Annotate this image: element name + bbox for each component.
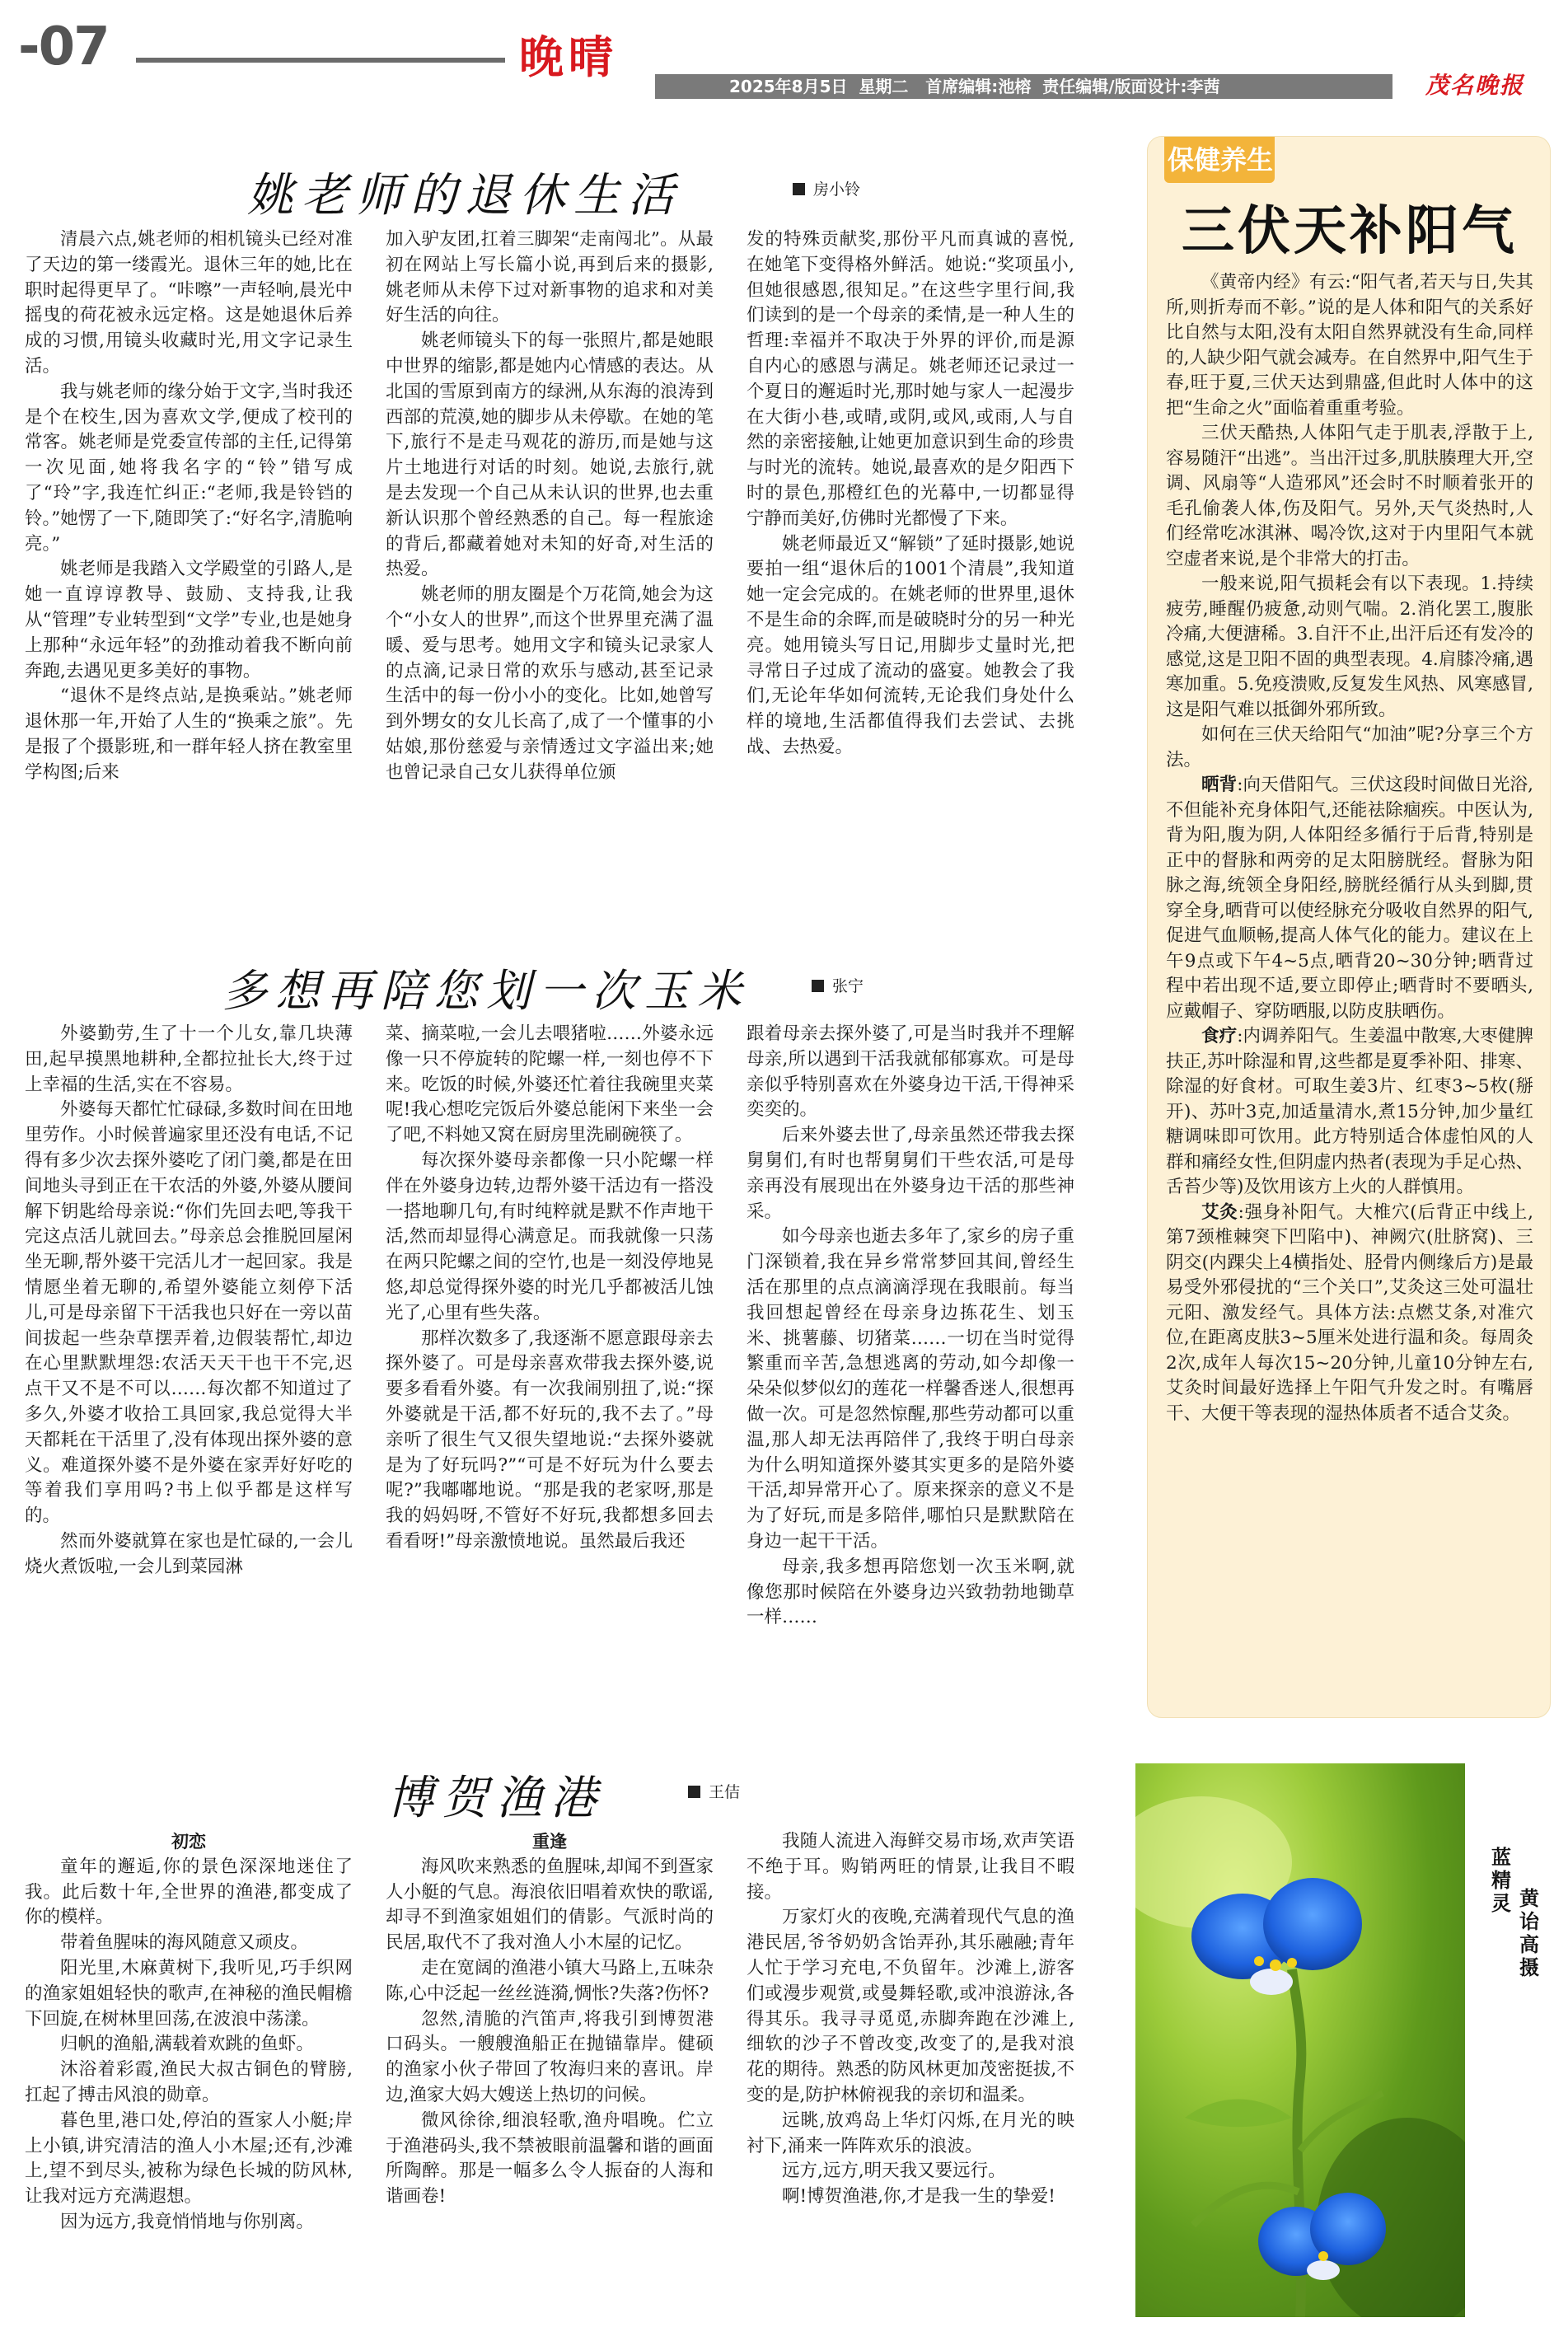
article2-author: 张宁 bbox=[832, 977, 864, 995]
paragraph: 发的特殊贡献奖,那份平凡而真诚的喜悦,在她笔下变得格外鲜活。她说:“奖项虽小,但她很感恩,很知足。”在这些字里行间,我们读到的是一个母亲的柔情,是一种人生的哲理:幸福并不取决于外界的评价,而是源自内心的感恩与满足。姚老师还记录过一个夏日的邂逅时光,那时她与家人一起漫步在大街小巷,或晴,或阴,或风,或雨,人与自然的亲密接触,让她更加意识到生命的珍贵与时光的流转。她说,最喜欢的是夕阳西下时的景色,那橙红色的光幕中,一切都显得宁静而美好,仿佛时光都慢了下来。 bbox=[747, 229, 1074, 529]
paragraph bbox=[1166, 1201, 1533, 1427]
keyword-diet: 食疗 bbox=[1201, 1026, 1238, 1046]
paragraph: 《黄帝内经》有云:“阳气者,若天与日,失其所,则折寿而不彰。”说的是人体和阳气的关系好比自然与太阳,没有太阳自然界就没有生命,同样的,人缺少阳气就会减寿。在自然界中,阳气生于春,旺于夏,三伏天达到鼎盛,但此时人体中的这把“生命之火”面临着重重考验。 bbox=[1166, 272, 1533, 419]
article2-col2 bbox=[386, 1022, 714, 1691]
article2-byline bbox=[812, 974, 864, 996]
paragraph: 沐浴着彩霞,渔民大叔古铜色的臂膀,扛起了搏击风浪的勋章。 bbox=[25, 2059, 353, 2105]
paragraph: 万家灯火的夜晚,充满着现代气息的渔港民居,爷爷奶奶含饴弄孙,其乐融融;青年人忙于学习充电,不负留年。沙滩上,游客们或漫步观赏,或曼舞轻歌,或冲浪游泳,各得其乐。我寻寻觅觅,赤脚奔跑在沙滩上,细软的沙子不曾改变,改变了的,是我对浪花的期待。熟悉的防风林更加茂密挺拔,不变的是,防护林俯视我的亲切和温柔。 bbox=[747, 1907, 1074, 2105]
paragraph: 因为远方,我竟悄悄地与你别离。 bbox=[60, 2211, 314, 2232]
article2-col1 bbox=[25, 1022, 353, 1691]
article3-byline bbox=[688, 1780, 740, 1802]
paragraph: 跟着母亲去探外婆了,可是当时我并不理解母亲,所以遇到干活我就郁郁寡欢。可是母亲似乎特别喜欢在外婆身边干活,干得神采奕奕的。 bbox=[747, 1023, 1074, 1121]
paragraph-text: :内调养阳气。生姜温中散寒,大枣健脾扶正,苏叶除湿和胃,这些都是夏季补阳、排寒、除湿的好食材。可取生姜3片、红枣3~5枚(掰开)、苏叶3克,加适量清水,煮15分钟,加少量红糖调味即可饮用。此方特别适合体虚怕风的人群和痛经女性,但阴虚内热者(表现为手足心热、舌苔少等)及饮用该方上火的人群慎用。 bbox=[1166, 1026, 1533, 1197]
paragraph: 那样次数多了,我逐渐不愿意跟母亲去探外婆了。可是母亲喜欢带我去探外婆,说要多看看外婆。有一次我闹别扭了,说:“探外婆就是干活,都不好玩的,我不去了。”母亲听了很生气又很失望地说:“去探外婆就是为了好玩吗?”“可是不好玩为什么要去呢?”我嘟嘟地说。“那是我的老家呀,那是我的妈妈呀,不管好不好玩,我都想多回去看看呀!”母亲激愤地说。虽然最后我还 bbox=[386, 1327, 714, 1552]
paragraph: 然而外婆就算在家也是忙碌的,一会儿烧火煮饭啦,一会儿到菜园淋 bbox=[25, 1530, 353, 1577]
paragraph: 后来外婆去世了,母亲虽然还带我去探舅舅们,有时也帮舅舅们干些农活,可是母亲再没有展现出在外婆身边干活的那些神采。 bbox=[747, 1125, 1074, 1222]
header-rule-left bbox=[136, 58, 505, 63]
article1-author: 房小铃 bbox=[813, 180, 861, 199]
photo-caption-author: 黄诒高 摄 bbox=[1519, 1887, 1539, 1979]
sidebar-body bbox=[1166, 270, 1533, 1708]
paragraph: 母亲,我多想再陪您划一次玉米啊,就像您那时候陪在外婆身边兴致勃勃地锄草一样…… bbox=[747, 1556, 1074, 1628]
paragraph: 姚老师最近又“解锁”了延时摄影,她说要拍一组“退休后的1001个清晨”,我知道她一定会完成的。在姚老师的世界里,退休不是生命的余晖,而是破晓时分的另一种光亮。她用镜头写日记,用脚步丈量时光,把寻常日子过成了流动的盛宴。她教会了我们,无论年华如何流转,无论我们身处什么样的境地,生活都值得我们去尝试、去挑战、去热爱。 bbox=[747, 533, 1074, 757]
paragraph bbox=[1166, 773, 1533, 1024]
paragraph: 每次探外婆母亲都像一只小陀螺一样伴在外婆身边转,边帮外婆干活边有一搭没一搭地聊几句,有时纯粹就是默不作声地干活,然而却显得心满意足。而我就像一只荡在两只陀螺之间的空竹,也是一刻没停地晃悠,却总觉得探外婆的时光几乎都被活儿蚀光了,心里有些失落。 bbox=[386, 1149, 714, 1323]
paragraph: 归帆的渔船,满载着欢跳的鱼虾。 bbox=[60, 2034, 314, 2055]
paragraph: 姚老师的朋友圈是个万花筒,她会为这个“小女人的世界”,而这个世界里充满了温暖、爱与思考。她用文字和镜头记录家人的点滴,记录日常的欢乐与感动,甚至记录生活中的每一份小小的变化。比如,她曾写到外甥女的女儿长高了,成了一个懂事的小姑娘,那份慈爱与亲情透过文字溢出来;她也曾记录自己女儿获得单位颁 bbox=[386, 584, 714, 783]
byline-square-icon bbox=[688, 1786, 700, 1798]
paragraph: 如今母亲也逝去多年了,家乡的房子重门深锁着,我在异乡常常梦回其间,曾经生活在那里的点点滴滴浮现在我眼前。每当我回想起曾经在母亲身边拣花生、划玉米、挑薯藤、切猪菜……一切在当时觉得繁重而辛苦,急想逃离的劳动,如今却像一朵朵似梦似幻的莲花一样馨香迷人,很想再做一次。可是忽然惊醒,那些劳动都可以重温,那人却无法再陪伴了,我终于明白母亲为什么明知道探外婆其实更多的是陪外婆干活,却异常开心了。原来探亲的意义不是为了好玩,而是多陪伴,哪怕只是默默陪在身边一起干干活。 bbox=[747, 1226, 1074, 1552]
byline-square-icon bbox=[793, 183, 805, 195]
paragraph: 啊!博贺渔港,你,才是我一生的挚爱! bbox=[782, 2186, 1055, 2208]
article1-col3 bbox=[747, 227, 1074, 889]
paragraph: 童年的邂逅,你的景色深深地迷住了我。此后数十年,全世界的渔港,都变成了你的模样。 bbox=[25, 1856, 353, 1928]
paragraph: 我随人流进入海鲜交易市场,欢声笑语不绝于耳。购销两旺的情景,让我目不暇接。 bbox=[747, 1831, 1074, 1903]
photo-caption-title: 蓝精灵 bbox=[1491, 1846, 1511, 1915]
paragraph: 远方,远方,明天我又要远行。 bbox=[782, 2161, 1006, 2182]
paragraph: 清晨六点,姚老师的相机镜头已经对准了天边的第一缕霞光。退休三年的她,比在职时起得更早了。“咔嚓”一声轻响,晨光中摇曳的荷花被永远定格。这是她退休后养成的习惯,用镜头收藏时光,用文字记录生活。 bbox=[25, 229, 353, 377]
header-info: 2025年8月5日 星期二 首席编辑:池榕 责任编辑/版面设计:李茜 bbox=[729, 77, 1220, 96]
paragraph-text: :向天借阳气。三伏这段时间做日光浴,不但能补充身体阳气,还能祛除痼疾。中医认为,背为阳,腹为阴,人体阳经多循行于后背,特别是正中的督脉和两旁的足太阳膀胱经。督脉为阳脉之海,统领全身阳经,膀胱经循行从头到脚,贯穿全身,晒背可以使经脉充分吸收自然界的阳气,促进气血顺畅,提高人体气化的能力。建议在上午9点或下午4~5点,晒背20~30分钟;晒背过程中若出现不适,要立即停止;晒背时不要晒头,应戴帽子、穿防晒服,以防皮肤晒伤。 bbox=[1166, 775, 1533, 1022]
article1-col1 bbox=[25, 227, 353, 889]
article3-author: 王佶 bbox=[709, 1783, 741, 1801]
keyword-sun-back: 晒背 bbox=[1201, 775, 1238, 795]
health-sidebar bbox=[1147, 136, 1551, 1718]
flower-photo bbox=[1135, 1763, 1465, 2317]
subheading: 重逢 bbox=[532, 1832, 567, 1852]
paragraph: 微风徐徐,细浪轻歌,渔舟唱晚。伫立于渔港码头,我不禁被眼前温馨和谐的画面所陶醉。那是一幅多么令人振奋的人海和谐画卷! bbox=[386, 2109, 714, 2208]
byline-square-icon bbox=[812, 980, 824, 992]
page-number: -07 bbox=[18, 16, 109, 77]
paragraph: 三伏天酷热,人体阳气走于肌表,浮散于上,容易随汗“出逃”。当出汗过多,肌肤腠理大开,空调、风扇等“人造邪风”还会时不时顺着张开的毛孔偷袭人体,伤及阳气。另外,天气炎热时,人们经常吃冰淇淋、喝冷饮,这对于内里阳气本就空虚者来说,是个非常大的打击。 bbox=[1166, 423, 1533, 569]
paragraph: “退休不是终点站,是换乘站。”姚老师退休那一年,开始了人生的“换乘之旅”。先是报了个摄影班,和一群年轻人挤在教室里学构图;后来 bbox=[25, 686, 353, 783]
paragraph: 远眺,放鸡岛上华灯闪烁,在月光的映衬下,涌来一阵阵欢乐的浪波。 bbox=[747, 2109, 1074, 2156]
paragraph: 海风吹来熟悉的鱼腥味,却闻不到疍家人小艇的气息。海浪依旧唱着欢快的歌谣,却寻不到渔家姐姐们的倩影。气派时尚的民居,取代不了我对渔人小木屋的记忆。 bbox=[386, 1856, 714, 1954]
subheading: 初恋 bbox=[171, 1832, 206, 1852]
article2-col3 bbox=[747, 1022, 1074, 1691]
article1-title: 姚老师的退休生活 bbox=[247, 169, 682, 222]
paragraph: 姚老师是我踏入文学殿堂的引路人,是她一直谆谆教导、鼓励、支持我,让我从“管理”专业转型到“文学”专业,也是她身上那种“永远年轻”的劲推动着我不断向前奔跑,去遇见更多美好的事物。 bbox=[25, 559, 353, 681]
paragraph: 阳光里,木麻黄树下,我听见,巧手织网的渔家姐姐轻快的歌声,在神秘的渔民帽檐下回旋,在树林里回荡,在波浪中荡漾。 bbox=[25, 1957, 353, 2030]
keyword-moxibustion: 艾灸 bbox=[1201, 1201, 1238, 1223]
section-title: 晚晴 bbox=[519, 30, 618, 83]
paragraph: 如何在三伏天给阳气“加油”呢?分享三个方法。 bbox=[1166, 724, 1533, 770]
paragraph: 走在宽阔的渔港小镇大马路上,五味杂陈,心中泛起一丝丝涟漪,惆怅?失落?伤怀? bbox=[386, 1957, 714, 2004]
sidebar-title: 三伏天补阳气 bbox=[1182, 201, 1518, 262]
paragraph: 暮色里,港口处,停泊的疍家人小艇;岸上小镇,讲究清洁的渔人小木屋;还有,沙滩上,望不到尽头,被称为绿色长城的防风林,让我对远方充满遐想。 bbox=[25, 2109, 353, 2208]
article3-title: 博贺渔港 bbox=[387, 1772, 605, 1825]
paragraph: 带着鱼腥味的海风随意又顽皮。 bbox=[60, 1932, 309, 1954]
dayflower-illustration bbox=[1135, 1763, 1465, 2317]
article3-col2 bbox=[386, 1829, 714, 2315]
article1-byline bbox=[793, 177, 860, 199]
paragraph: 姚老师镜头下的每一张照片,都是她眼中世界的缩影,都是她内心情感的表达。从北国的雪原到南方的绿洲,从东海的浪涛到西部的荒漠,她的脚步从未停歇。在她的笔下,旅行不是走马观花的游历,而是她与这片土地进行对话的时刻。她说,去旅行,就是去发现一个自己从未认识的世界,也去重新认识那个曾经熟悉的自己。每一程旅途的背后,都藏着她对未知的好奇,对生活的热爱。 bbox=[386, 330, 714, 580]
paragraph: 菜、摘菜啦,一会儿去喂猪啦……外婆永远像一只不停旋转的陀螺一样,一刻也停不下来。吃饭的时候,外婆还忙着往我碗里夹菜呢!我心想吃完饭后外婆总能闲下来坐一会了吧,不料她又窝在厨房里洗刷碗筷了。 bbox=[386, 1023, 714, 1146]
paragraph bbox=[1166, 1024, 1533, 1201]
paragraph: 一般来说,阳气损耗会有以下表现。1.持续疲劳,睡醒仍疲惫,动则气喘。2.消化罢工,腹胀冷痛,大便溏稀。3.自汗不止,出汗后还有发冷的感觉,这是卫阳不固的典型表现。4.肩膝冷痛,遇寒加重。5.免疫溃败,反复发生风热、风寒感冒,这是阳气难以抵御外邪所致。 bbox=[1166, 574, 1533, 720]
paragraph: 加入驴友团,扛着三脚架“走南闯北”。从最初在网站上写长篇小说,再到后来的摄影,姚老师从未停下过对新事物的追求和对美好生活的向往。 bbox=[386, 229, 714, 326]
article1-col2 bbox=[386, 227, 714, 889]
article3-col3 bbox=[747, 1829, 1074, 2315]
article2-title: 多想再陪您划一次玉米 bbox=[222, 965, 750, 1017]
paragraph-text: :强身补阳气。大椎穴(后背正中线上,第7颈椎棘突下凹陷中)、神阙穴(肚脐窝)、三阴交(内踝尖上4横指处、胫骨内侧缘后方)是最易受外邪侵扰的“三个关口”,艾灸这三处可温壮元阳、激发经气。具体方法:点燃艾条,对准穴位,在距离皮肤3~5厘米处进行温和灸。每周灸2次,成年人每次15~20分钟,儿童10分钟左右,艾灸时间最好选择上午阳气升发之时。有嘴唇干、大便干等表现的湿热体质者不适合艾灸。 bbox=[1166, 1201, 1533, 1424]
sidebar-tag-label: 保健养生 bbox=[1168, 144, 1274, 176]
paragraph: 外婆每天都忙忙碌碌,多数时间在田地里劳作。小时候普遍家里还没有电话,不记得有多少次去探外婆吃了闭门羹,都是在田间地头寻到正在干农活的外婆,外婆从腰间解下钥匙给母亲说:“你们先回去吧,等我干完这点活儿就回去。”母亲总会推脱回屋闲坐无聊,帮外婆干完活儿才一起回家。我是情愿坐着无聊的,希望外婆能立刻停下活儿,可是母亲留下干活我也只好在一旁以苗间拔起一些杂草摆弄着,边假装帮忙,却边在心里默默埋怨:农活天天干也干不完,迟点干又不是不可以……每次都不知道过了多久,外婆才收拾工具回家,我总觉得大半天都耗在干活里了,没有体现出探外婆的意义。难道探外婆不是外婆在家弄好好吃的等着我们享用吗?书上似乎都是这样写的。 bbox=[25, 1099, 353, 1527]
paragraph: 忽然,清脆的汽笛声,将我引到博贺港口码头。一艘艘渔船正在抛锚靠岸。健硕的渔家小伙子带回了牧海归来的喜讯。岸边,渔家大妈大嫂送上热切的问候。 bbox=[386, 2008, 714, 2105]
article3-col1 bbox=[25, 1829, 353, 2315]
paragraph: 外婆勤劳,生了十一个儿女,靠几块薄田,起早摸黑地耕种,全都拉扯长大,终于过上幸福的生活,实在不容易。 bbox=[25, 1023, 353, 1095]
paragraph: 我与姚老师的缘分始于文字,当时我还是个在校生,因为喜欢文学,便成了校刊的常客。姚老师是党委宣传部的主任,记得第一次见面,她将我名字的“铃”错写成了“玲”字,我连忙纠正:“老师,我是铃铛的铃。”她愣了一下,随即笑了:“好名字,清脆响亮。” bbox=[25, 381, 353, 555]
newspaper-logo: 茂名晚报 bbox=[1392, 73, 1557, 99]
